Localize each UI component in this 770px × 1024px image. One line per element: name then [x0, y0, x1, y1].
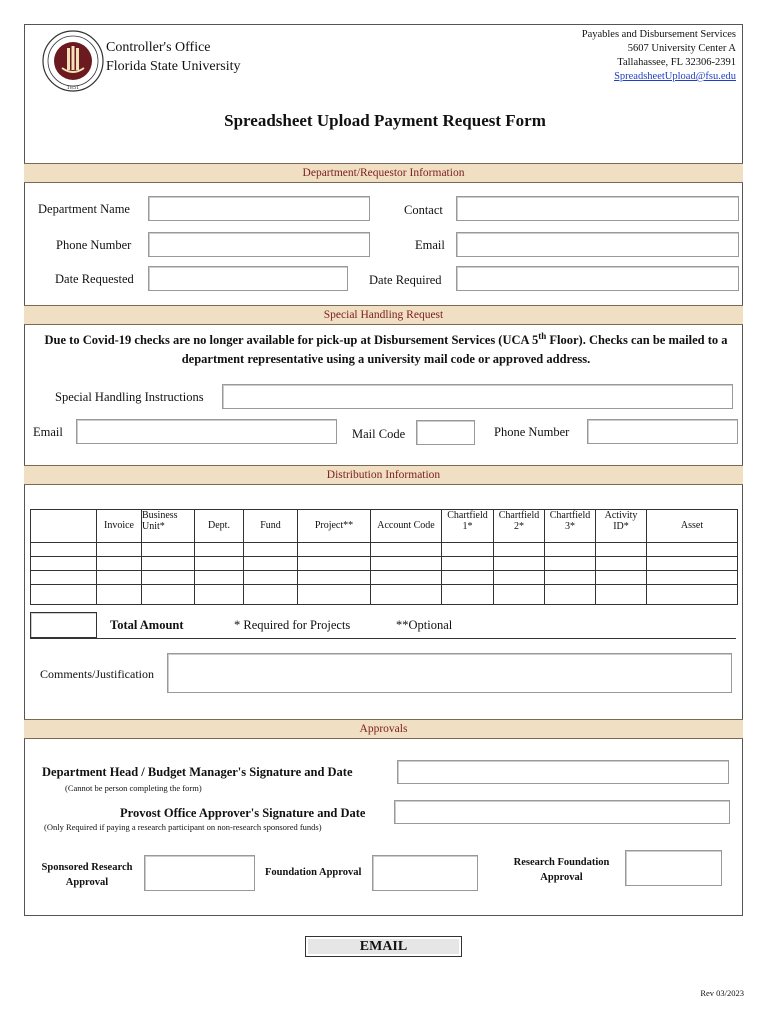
date-required-field[interactable]	[456, 266, 739, 291]
col-header-fund: Fund	[244, 510, 298, 543]
foundation-approval-field[interactable]	[372, 855, 478, 891]
optional-note: **Optional	[396, 618, 453, 632]
org-line-2: Florida State University	[106, 59, 241, 74]
section-bar-distribution: Distribution Information	[24, 465, 743, 485]
section-bar-department: Department/Requestor Information	[24, 163, 743, 183]
department-name-field[interactable]	[148, 196, 370, 221]
covid-notice	[36, 327, 736, 369]
special-instructions-label: Special Handling Instructions	[55, 390, 204, 404]
total-row-divider	[30, 638, 736, 639]
col-header-chartfield-1: Chartfield 1*	[442, 510, 494, 543]
table-row[interactable]	[31, 571, 738, 585]
department-name-label: Department Name	[38, 202, 130, 216]
col-header-dept: Dept.	[195, 510, 244, 543]
distribution-table	[30, 509, 738, 605]
addr-line-2: 5607 University Center A	[627, 43, 736, 54]
provost-signature-label: Provost Office Approver's Signature and Date	[120, 806, 366, 820]
col-header-account-code: Account Code	[371, 510, 442, 543]
phone-number-label: Phone Number	[56, 238, 132, 252]
provost-note: (Only Required if paying a research participant on non-research sponsored funds)	[44, 822, 322, 832]
sponsored-research-field[interactable]	[144, 855, 255, 891]
comments-field[interactable]	[167, 653, 732, 693]
date-requested-label: Date Requested	[55, 272, 134, 286]
col-header-asset: Asset	[647, 510, 738, 543]
date-requested-field[interactable]	[148, 266, 348, 291]
mail-code-field[interactable]	[416, 420, 475, 445]
research-foundation-label: Research Foundation Approval	[513, 857, 610, 883]
date-required-label: Date Required	[369, 273, 442, 287]
notice-superscript: th	[538, 331, 547, 341]
comments-label: Comments/Justification	[40, 667, 154, 681]
org-line-1: Controller's Office	[106, 40, 211, 55]
special-instructions-field[interactable]	[222, 384, 733, 409]
special-phone-label: Phone Number	[494, 425, 570, 439]
email-link[interactable]: SpreadsheetUpload@fsu.edu	[614, 71, 736, 82]
university-seal-icon	[42, 30, 104, 92]
total-amount-field[interactable]	[30, 612, 97, 638]
notice-part-2: Floor). Checks can be mailed to a department representative using a university mail code or approved address.	[181, 333, 728, 367]
required-projects-note: * Required for Projects	[234, 618, 351, 632]
provost-signature-field[interactable]	[394, 800, 730, 824]
col-header-activity-id: Activity ID*	[596, 510, 647, 543]
dept-head-note: (Cannot be person completing the form)	[65, 783, 202, 793]
section-bar-special-handling: Special Handling Request	[24, 305, 743, 325]
special-email-field[interactable]	[76, 419, 337, 444]
email-field[interactable]	[456, 232, 739, 257]
col-header-chartfield-3: Chartfield 3*	[545, 510, 596, 543]
research-foundation-field[interactable]	[625, 850, 722, 886]
phone-number-field[interactable]	[148, 232, 370, 257]
mail-code-label: Mail Code	[352, 427, 406, 441]
table-header-row	[31, 510, 738, 543]
col-header-blank	[31, 510, 97, 543]
section-bar-approvals: Approvals	[24, 719, 743, 739]
email-button[interactable]: EMAIL	[305, 936, 462, 957]
svg-text:1851: 1851	[66, 85, 80, 91]
dept-head-signature-label: Department Head / Budget Manager's Signature and Date	[42, 765, 353, 779]
office-address	[582, 28, 736, 84]
col-header-chartfield-2: Chartfield 2*	[494, 510, 545, 543]
notice-part-1: Due to Covid-19 checks are no longer available for pick-up at Disbursement Services (UCA 5	[44, 333, 539, 348]
form-title: Spreadsheet Upload Payment Request Form	[224, 111, 546, 130]
revision-label: Rev 03/2023	[700, 988, 744, 998]
addr-line-3: Tallahassee, FL 32306-2391	[617, 57, 736, 68]
dept-head-signature-field[interactable]	[397, 760, 729, 784]
contact-field[interactable]	[456, 196, 739, 221]
special-phone-field[interactable]	[587, 419, 738, 444]
contact-label: Contact	[404, 203, 443, 217]
foundation-approval-label: Foundation Approval	[265, 867, 362, 878]
email-label: Email	[415, 238, 445, 252]
col-header-invoice: Invoice	[97, 510, 142, 543]
table-row[interactable]	[31, 585, 738, 605]
total-amount-label: Total Amount	[110, 618, 184, 632]
org-name	[106, 38, 241, 76]
table-row[interactable]	[31, 543, 738, 557]
sponsored-research-label: Sponsored Research Approval	[41, 862, 133, 888]
addr-line-1: Payables and Disbursement Services	[581, 29, 736, 40]
special-email-label: Email	[33, 425, 63, 439]
col-header-project: Project**	[298, 510, 371, 543]
table-row[interactable]	[31, 557, 738, 571]
col-header-business-unit: Business Unit*	[142, 510, 195, 543]
